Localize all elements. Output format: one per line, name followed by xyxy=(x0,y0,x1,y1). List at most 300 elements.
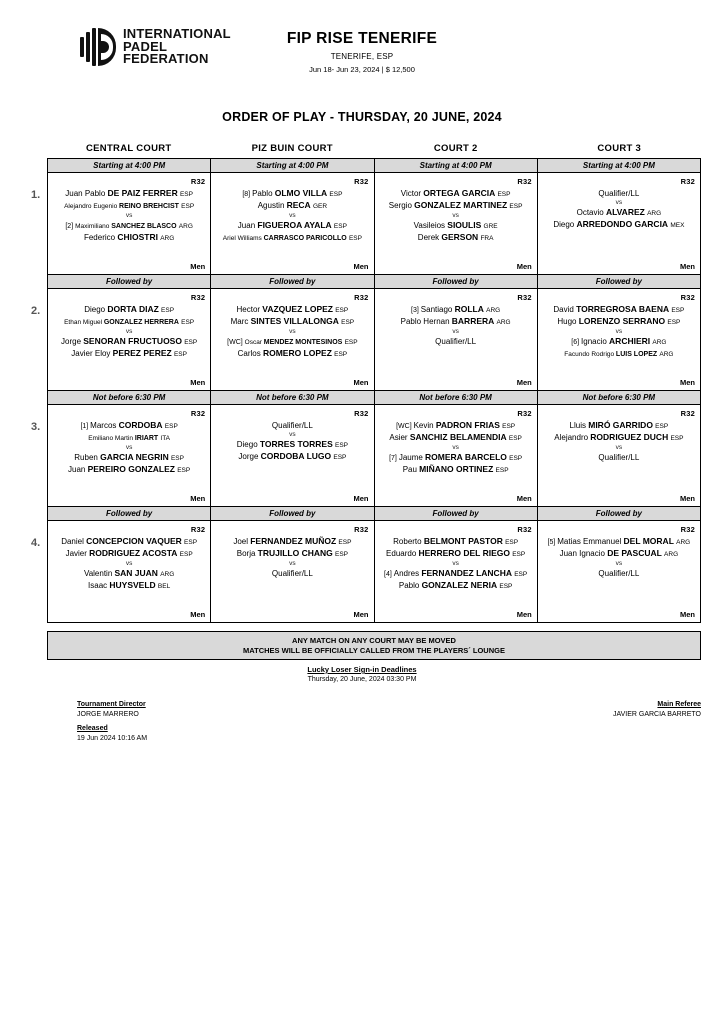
vs-separator: vs xyxy=(615,328,623,335)
player-entry xyxy=(216,348,368,360)
player-entry xyxy=(380,232,532,244)
player-first-name: Roberto xyxy=(393,537,424,546)
player-first-name: Agustin xyxy=(257,201,287,210)
player-entry xyxy=(216,316,368,328)
player-entry xyxy=(216,451,368,463)
match-time-label: Followed by xyxy=(375,507,537,521)
player-entry xyxy=(380,188,532,200)
main-referee-name: JAVIER GARCIA BARRETO xyxy=(612,711,701,718)
player-entry xyxy=(216,200,368,212)
player-seed: [1] xyxy=(80,423,91,430)
player-entry xyxy=(53,568,205,580)
player-nationality: ESP xyxy=(181,319,195,326)
player-seed: [5] xyxy=(547,539,558,546)
document-header xyxy=(28,22,696,84)
player-first-name: Andres xyxy=(393,569,422,578)
player-last-name: REINO BREHCIST xyxy=(119,203,179,210)
player-first-name: Jaume xyxy=(398,453,426,462)
tournament-director-name: JORGE MARRERO xyxy=(77,711,139,718)
match-cell[interactable] xyxy=(48,173,210,259)
match-category: Men xyxy=(190,262,206,271)
player-first-name: Matias Emmanuel xyxy=(557,537,624,546)
player-first-name: Jorge xyxy=(61,337,84,346)
player-last-name: GONZALEZ HERRERA xyxy=(103,319,179,326)
player-entry xyxy=(543,304,695,316)
player-entry xyxy=(53,580,205,592)
match-cell[interactable] xyxy=(48,521,210,607)
notice-line-2: MATCHES WILL BE OFFICIALLY CALLED FROM THE PLAYERS´ LOUNGE xyxy=(243,646,505,655)
player-last-name: ORTEGA GARCIA xyxy=(423,188,496,198)
player-nationality: ITA xyxy=(160,435,171,442)
match-cell[interactable] xyxy=(211,521,373,607)
player-last-name: CHIOSTRI xyxy=(117,232,158,242)
schedule-cell xyxy=(374,391,537,507)
player-last-name: ROLLA xyxy=(454,304,484,314)
page-title: ORDER OF PLAY - THURSDAY, 20 JUNE, 2024 xyxy=(222,110,502,124)
player-nationality: ESP xyxy=(509,203,523,210)
schedule-cell xyxy=(211,159,374,275)
team-b xyxy=(380,220,532,244)
vs-separator: vs xyxy=(452,212,459,219)
player-nationality: ARG xyxy=(659,351,674,358)
player-entry xyxy=(380,452,532,464)
player-entry xyxy=(380,304,532,316)
round-label: R32 xyxy=(517,525,532,534)
player-entry xyxy=(53,336,205,348)
player-first-name: Hector xyxy=(236,305,263,314)
team-b xyxy=(543,336,695,360)
court-header-row xyxy=(47,143,701,158)
vs-separator: vs xyxy=(289,560,296,567)
team-b xyxy=(216,220,368,244)
player-entry xyxy=(53,420,205,432)
schedule-cell xyxy=(374,159,537,275)
player-first-name: Marcos xyxy=(90,421,119,430)
team-a xyxy=(380,188,532,212)
player-last-name: LUIS LOPEZ xyxy=(615,351,658,358)
player-last-name: PEREZ PEREZ xyxy=(112,348,172,358)
player-entry xyxy=(380,420,532,432)
schedule-cell xyxy=(374,507,537,623)
team-b xyxy=(53,336,205,360)
logo-line-2: PADEL xyxy=(123,38,168,54)
qualifier-slot: Qualifier/LL xyxy=(598,189,640,198)
vs-separator: vs xyxy=(289,431,296,438)
player-first-name: Alejandro Eugenio xyxy=(64,203,120,210)
player-first-name: Juan xyxy=(68,465,88,474)
match-cell[interactable] xyxy=(48,289,210,375)
match-time-label: Starting at 4:00 PM xyxy=(538,159,700,173)
schedule-row xyxy=(48,391,701,507)
schedule-cell xyxy=(31,507,211,623)
player-first-name: Kevin xyxy=(413,421,436,430)
player-last-name: RODRIGUEZ DUCH xyxy=(590,432,669,442)
team-b xyxy=(216,336,368,360)
team-b xyxy=(216,439,368,463)
match-time-label: Followed by xyxy=(48,507,210,521)
schedule-cell xyxy=(211,275,374,391)
team-b xyxy=(543,568,695,579)
player-first-name: Eduardo xyxy=(386,549,419,558)
team-b xyxy=(543,452,695,463)
schedule-cell xyxy=(31,159,211,275)
main-referee-label: Main Referee xyxy=(657,701,701,708)
team-b xyxy=(216,568,368,579)
player-nationality: ESP xyxy=(184,539,198,546)
match-time-label: Not before 6:30 PM xyxy=(538,391,700,405)
player-nationality: ARG xyxy=(652,339,667,346)
match-time-label: Starting at 4:00 PM xyxy=(48,159,210,173)
round-label: R32 xyxy=(190,409,206,418)
player-nationality: ESP xyxy=(497,191,511,198)
player-first-name: Juan xyxy=(237,221,258,230)
player-last-name: RECA xyxy=(286,200,311,210)
player-nationality: ESP xyxy=(502,423,516,430)
player-first-name: Valentin xyxy=(83,569,115,578)
player-first-name: Facundo Rodrigo xyxy=(564,351,616,358)
player-last-name: LORENZO SERRANO xyxy=(578,316,666,326)
tournament-director-label: Tournament Director xyxy=(77,701,146,708)
schedule-cell xyxy=(31,391,211,507)
court-header-central: CENTRAL COURT xyxy=(85,143,172,154)
match-time-label: Followed by xyxy=(211,507,373,521)
player-last-name: ROMERO LOPEZ xyxy=(262,348,332,358)
player-entry xyxy=(380,200,532,212)
vs-separator: vs xyxy=(289,212,296,219)
player-nationality: MEX xyxy=(670,222,685,229)
team-a xyxy=(216,420,368,431)
player-first-name: Ignacio xyxy=(581,337,610,346)
team-a xyxy=(380,536,532,560)
player-last-name: BELMONT PASTOR xyxy=(423,536,503,546)
match-cell[interactable] xyxy=(538,173,700,259)
player-first-name: Pau xyxy=(402,465,420,474)
player-nationality: ESP xyxy=(505,539,519,546)
player-first-name: Lluis xyxy=(569,421,589,430)
player-first-name: Jorge xyxy=(238,452,261,461)
player-seed: [6] xyxy=(571,339,582,346)
notice-box xyxy=(47,631,701,660)
player-first-name: Ruben xyxy=(74,453,101,462)
match-category: Men xyxy=(680,378,695,387)
match-category: Men xyxy=(190,378,206,387)
player-first-name: Maximiliano xyxy=(75,223,112,230)
player-last-name: SENORAN FRUCTUOSO xyxy=(83,336,182,346)
player-last-name: PADRON FRIAS xyxy=(435,420,500,430)
match-cell[interactable] xyxy=(375,173,537,259)
padel-ball-icon xyxy=(80,28,116,66)
player-entry xyxy=(216,188,368,200)
player-last-name: GONZALEZ MARTINEZ xyxy=(414,200,508,210)
match-cell[interactable] xyxy=(538,289,700,375)
footer-right xyxy=(613,701,701,718)
match-category: Men xyxy=(516,262,532,271)
match-cell[interactable] xyxy=(375,289,537,375)
player-last-name: SANCHIZ BELAMENDIA xyxy=(409,432,507,442)
round-label: R32 xyxy=(680,293,695,302)
player-last-name: CORDOBA LUGO xyxy=(260,451,332,461)
player-first-name: Borja xyxy=(236,549,258,558)
player-nationality: ESP xyxy=(335,442,349,449)
player-nationality: ESP xyxy=(341,319,355,326)
player-entry xyxy=(380,464,532,476)
match-category: Men xyxy=(516,610,532,619)
match-cell[interactable] xyxy=(538,405,700,491)
player-first-name: Isaac xyxy=(88,581,110,590)
player-last-name: SANCHEZ BLASCO xyxy=(111,223,177,230)
schedule-table xyxy=(31,158,701,623)
team-a xyxy=(543,188,695,199)
player-nationality: ESP xyxy=(173,351,187,358)
player-entry xyxy=(53,188,205,200)
player-entry xyxy=(53,304,205,316)
player-nationality: ARG xyxy=(486,307,501,314)
match-cell[interactable] xyxy=(48,405,210,491)
player-last-name: FIGUEROA AYALA xyxy=(257,220,332,230)
schedule-row xyxy=(48,507,701,623)
player-nationality: ESP xyxy=(329,191,343,198)
player-entry xyxy=(380,316,532,328)
document-footer xyxy=(47,701,701,755)
player-entry xyxy=(543,316,695,328)
match-time-label: Followed by xyxy=(375,275,537,289)
player-nationality: ESP xyxy=(177,467,191,474)
match-cell[interactable] xyxy=(375,405,537,491)
player-first-name: Diego xyxy=(553,220,577,229)
qualifier-slot: Qualifier/LL xyxy=(598,569,640,578)
logo-line-1: INTERNATIONAL xyxy=(123,26,231,42)
match-category: Men xyxy=(680,494,695,503)
player-first-name: Pablo Hernan xyxy=(400,317,452,326)
player-entry xyxy=(380,432,532,444)
team-b xyxy=(53,220,205,244)
match-category: Men xyxy=(680,610,695,619)
court-header-court-3: COURT 3 xyxy=(597,143,642,154)
player-entry xyxy=(543,536,695,548)
match-cell[interactable] xyxy=(211,405,373,491)
court-header-piz-buin: PIZ BUIN COURT xyxy=(251,143,333,154)
player-first-name: Pablo xyxy=(252,189,275,198)
team-a xyxy=(53,188,205,212)
player-first-name: Hugo xyxy=(557,317,579,326)
player-first-name: David xyxy=(553,305,577,314)
player-seed: [8] xyxy=(242,191,253,198)
player-first-name: Santiago xyxy=(420,305,455,314)
match-category: Men xyxy=(353,262,369,271)
player-entry xyxy=(543,348,695,360)
logo-line-3: FEDERATION xyxy=(123,51,209,67)
match-category: Men xyxy=(516,378,532,387)
player-last-name: MIRÓ GARRIDO xyxy=(588,420,653,430)
player-last-name: DORTA DIAZ xyxy=(107,304,159,314)
team-a xyxy=(216,536,368,560)
player-nationality: ESP xyxy=(333,454,347,461)
player-nationality: ESP xyxy=(499,583,513,590)
player-last-name: FERNANDEZ LANCHA xyxy=(421,568,512,578)
vs-separator: vs xyxy=(615,560,623,567)
round-label: R32 xyxy=(680,525,695,534)
schedule-grid xyxy=(31,143,701,623)
schedule-cell xyxy=(31,275,211,391)
team-a xyxy=(380,304,532,328)
round-label: R32 xyxy=(354,177,369,186)
player-entry xyxy=(380,220,532,232)
team-a xyxy=(53,304,205,328)
player-nationality: ESP xyxy=(667,319,681,326)
player-entry xyxy=(53,432,205,444)
player-last-name: ARCHIERI xyxy=(609,336,651,346)
player-first-name: Victor xyxy=(400,189,424,198)
team-b xyxy=(543,207,695,231)
player-nationality: ESP xyxy=(161,307,175,314)
player-entry xyxy=(543,420,695,432)
player-last-name: GERSON xyxy=(441,232,479,242)
player-last-name: MENDEZ MONTESINOS xyxy=(263,339,343,346)
player-nationality: ESP xyxy=(179,551,193,558)
player-entry xyxy=(53,232,205,244)
player-first-name: Octavio xyxy=(576,208,606,217)
player-first-name: Joel xyxy=(233,537,251,546)
player-nationality: ESP xyxy=(495,467,509,474)
footer-left xyxy=(77,701,147,742)
player-seed: [WC] xyxy=(396,423,414,430)
player-last-name: HUYSVELD xyxy=(109,580,156,590)
player-first-name: Juan Pablo xyxy=(65,189,108,198)
player-last-name: DEL MORAL xyxy=(623,536,674,546)
player-last-name: SIOULIS xyxy=(447,220,482,230)
player-entry xyxy=(380,536,532,548)
vs-separator: vs xyxy=(615,199,623,206)
round-label: R32 xyxy=(354,293,369,302)
match-time-label: Starting at 4:00 PM xyxy=(375,159,537,173)
player-nationality: ESP xyxy=(184,339,198,346)
player-seed: [4] xyxy=(384,571,394,578)
match-cell[interactable] xyxy=(211,173,373,259)
player-last-name: VAZQUEZ LOPEZ xyxy=(262,304,333,314)
player-first-name: Pablo xyxy=(398,581,422,590)
player-last-name: FERNANDEZ MUÑOZ xyxy=(250,536,337,546)
player-entry xyxy=(53,200,205,212)
vs-separator: vs xyxy=(289,328,296,335)
row-number: 4. xyxy=(31,537,41,549)
player-first-name: Diego xyxy=(84,305,108,314)
vs-separator: vs xyxy=(125,560,133,567)
released-label: Released xyxy=(77,725,108,732)
player-nationality: ESP xyxy=(334,551,348,558)
player-entry xyxy=(53,348,205,360)
round-label: R32 xyxy=(190,177,206,186)
vs-separator: vs xyxy=(452,444,459,451)
player-entry xyxy=(216,232,368,244)
player-nationality: ESP xyxy=(170,455,184,462)
team-a xyxy=(53,420,205,444)
round-label: R32 xyxy=(190,525,206,534)
team-a xyxy=(543,304,695,328)
round-label: R32 xyxy=(190,293,206,302)
team-a xyxy=(216,304,368,328)
player-nationality: ARG xyxy=(496,319,511,326)
player-first-name: Marc xyxy=(230,317,251,326)
team-a xyxy=(216,188,368,212)
qualifier-slot: Qualifier/LL xyxy=(435,337,477,346)
match-category: Men xyxy=(680,262,695,271)
player-last-name: CORDOBA xyxy=(118,420,163,430)
player-first-name: Alejandro xyxy=(554,433,591,442)
player-first-name: Daniel xyxy=(61,537,87,546)
player-nationality: ESP xyxy=(509,455,523,462)
player-last-name: HERRERO DEL RIEGO xyxy=(418,548,510,558)
player-nationality: ESP xyxy=(508,435,522,442)
match-time-label: Followed by xyxy=(538,275,700,289)
match-category: Men xyxy=(190,494,206,503)
schedule-cell xyxy=(537,507,700,623)
team-a xyxy=(543,536,695,560)
player-first-name: Javier xyxy=(65,549,90,558)
round-label: R32 xyxy=(517,177,532,186)
player-entry xyxy=(216,439,368,451)
player-nationality: ESP xyxy=(655,423,669,430)
player-nationality: ESP xyxy=(670,435,684,442)
player-nationality: ARG xyxy=(160,235,175,242)
match-category: Men xyxy=(190,610,206,619)
match-cell[interactable] xyxy=(375,521,537,607)
player-first-name: Federico xyxy=(83,233,118,242)
player-last-name: BARRERA xyxy=(451,316,495,326)
round-label: R32 xyxy=(354,409,369,418)
round-label: R32 xyxy=(680,409,695,418)
federation-logo xyxy=(80,28,231,66)
player-nationality: ARG xyxy=(676,539,691,546)
player-entry xyxy=(53,316,205,328)
event-title: FIP RISE TENERIFE xyxy=(286,30,438,47)
player-first-name: Ariel Williams xyxy=(222,235,264,242)
player-first-name: Diego xyxy=(236,440,260,449)
match-cell[interactable] xyxy=(538,521,700,607)
player-entry xyxy=(216,220,368,232)
player-entry xyxy=(53,452,205,464)
player-last-name: CARRASCO PARICOLLO xyxy=(263,235,347,242)
team-b xyxy=(380,336,532,347)
player-first-name: Asier xyxy=(389,433,410,442)
player-entry xyxy=(543,432,695,444)
player-last-name: ROMERA BARCELO xyxy=(425,452,507,462)
schedule-cell xyxy=(537,159,700,275)
match-time-label: Starting at 4:00 PM xyxy=(211,159,373,173)
vs-separator: vs xyxy=(125,212,133,219)
event-location: TENERIFE, ESP xyxy=(330,52,394,61)
player-first-name: Sergio xyxy=(388,201,415,210)
player-last-name: ALVAREZ xyxy=(605,207,645,217)
team-b xyxy=(53,452,205,476)
lucky-loser-title: Lucky Loser Sign-in Deadlines xyxy=(307,665,417,674)
player-entry xyxy=(543,336,695,348)
player-entry xyxy=(53,464,205,476)
player-last-name: TORRES TORRES xyxy=(259,439,333,449)
player-first-name: Emiliano Martin xyxy=(88,435,135,442)
player-nationality: ESP xyxy=(671,307,685,314)
player-last-name: GONZALEZ NERIA xyxy=(421,580,498,590)
schedule-cell xyxy=(537,275,700,391)
match-cell[interactable] xyxy=(211,289,373,375)
schedule-cell xyxy=(374,275,537,391)
player-entry xyxy=(543,207,695,219)
player-nationality: ESP xyxy=(344,339,358,346)
round-label: R32 xyxy=(680,177,695,186)
player-first-name: Ethan Miguel xyxy=(64,319,104,326)
player-last-name: TORREGROSA BAENA xyxy=(576,304,670,314)
player-seed: [7] xyxy=(389,455,399,462)
player-nationality: ESP xyxy=(181,203,195,210)
